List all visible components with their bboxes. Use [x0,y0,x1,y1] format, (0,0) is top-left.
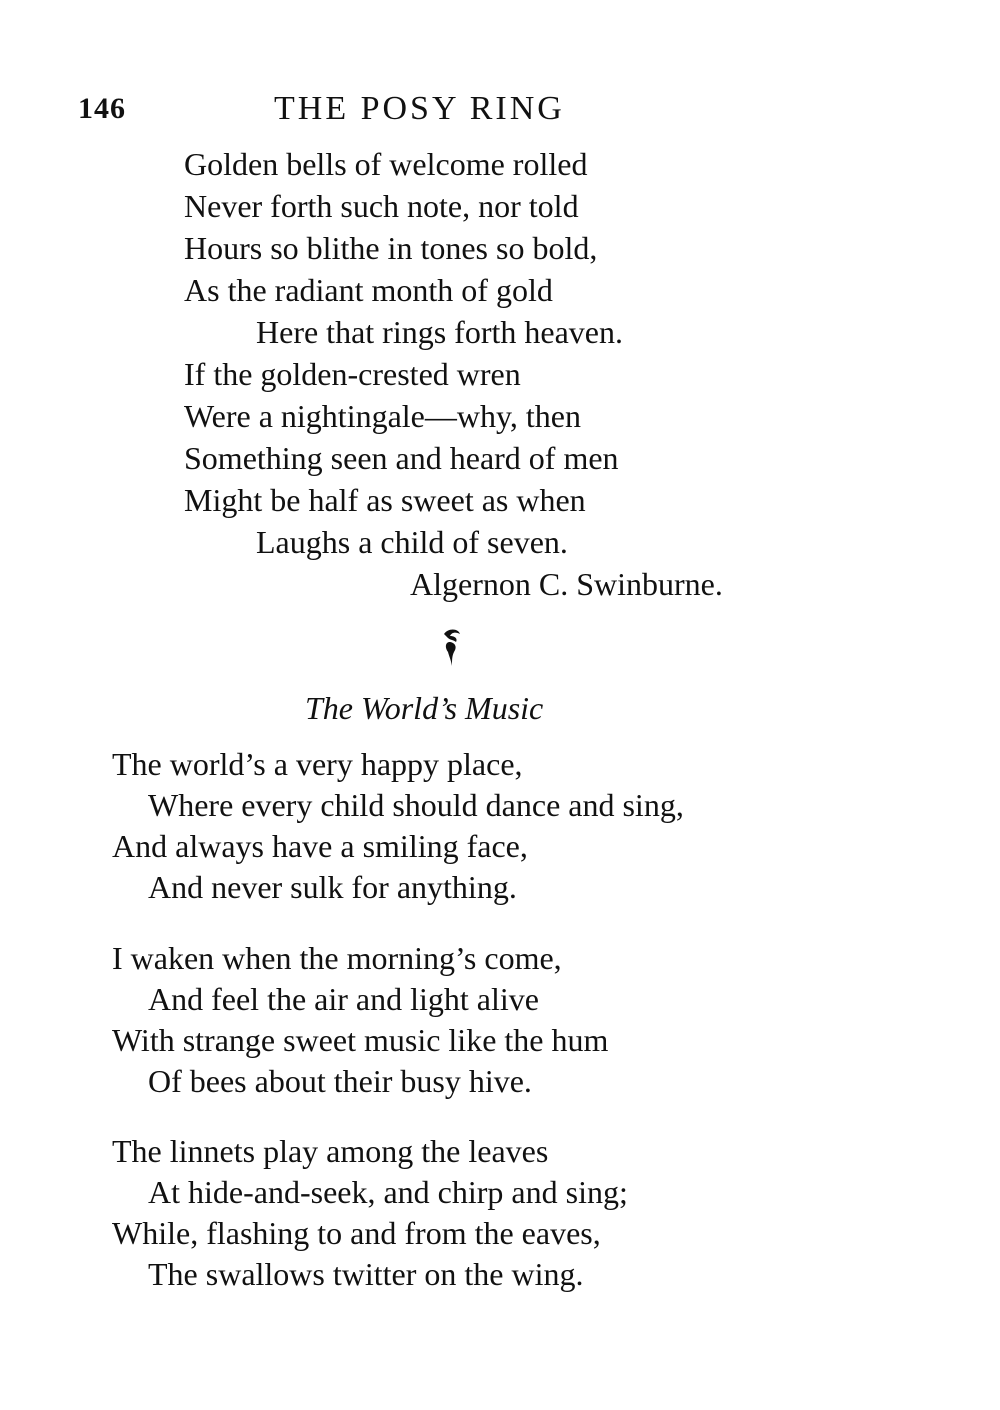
poem-line: Golden bells of welcome rolled [184,146,588,182]
poem-line: I waken when the morning’s come, [112,940,562,976]
poem-line: The swallows twitter on the wing. [148,1256,584,1292]
poem-line: As the radiant month of gold [184,272,553,308]
poem-line: Might be half as sweet as when [184,482,586,518]
page-header [0,84,1000,134]
poem-line: Here that rings forth heaven. [256,314,623,350]
poem-line: Were a nightingale—why, then [184,398,581,434]
running-head: THE POSY RING [274,90,565,127]
poem-line: Hours so blithe in tones so bold, [184,230,598,266]
poem-line: If the golden-crested wren [184,356,521,392]
poem-line: The linnets play among the leaves [112,1133,549,1169]
poem-title: The World’s Music [305,690,544,726]
poem-line: The world’s a very happy place, [112,746,523,782]
poem-line: And feel the air and light alive [148,981,539,1017]
poem-line: At hide-and-seek, and chirp and sing; [148,1174,628,1210]
poem-line: With strange sweet music like the hum [112,1022,609,1058]
fleuron-icon [440,628,464,668]
poem-author: Algernon C. Swinburne. [410,566,723,602]
poem-line: Never forth such note, nor told [184,188,579,224]
poem-line: And always have a smiling face, [112,828,528,864]
page-number: 146 [78,92,126,125]
poem-line: Of bees about their busy hive. [148,1063,532,1099]
poem-line: Laughs a child of seven. [256,524,568,560]
poem-line: And never sulk for anything. [148,869,517,905]
poem-line: Where every child should dance and sing, [148,787,684,823]
poem-line: Something seen and heard of men [184,440,619,476]
poem-line: While, flashing to and from the eaves, [112,1215,601,1251]
